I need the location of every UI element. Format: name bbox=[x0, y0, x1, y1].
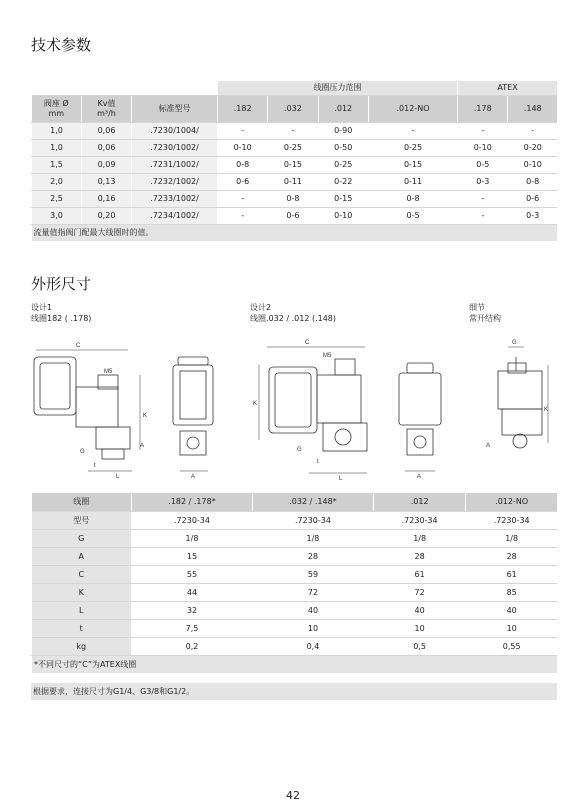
dim-cell: 0,5 bbox=[373, 637, 465, 655]
svg-text:G: G bbox=[297, 447, 302, 453]
svg-text:C: C bbox=[76, 343, 81, 349]
dim-cell: .7230-34 bbox=[466, 511, 557, 529]
dim-row-label: G bbox=[32, 529, 132, 547]
spec-cell: 0-3 bbox=[508, 207, 557, 224]
page-number: 42 bbox=[286, 789, 300, 802]
dim-header-012-no: .012-NO bbox=[466, 493, 557, 511]
spec-cell: 1,5 bbox=[32, 156, 82, 173]
dim-cell: 61 bbox=[373, 565, 465, 583]
svg-text:t: t bbox=[94, 463, 96, 469]
dim-cell: 10 bbox=[373, 619, 465, 637]
spec-cell: 0,20 bbox=[82, 207, 132, 224]
col-header-model: 标准型号 bbox=[132, 95, 218, 122]
spec-cell: 0-22 bbox=[318, 173, 368, 190]
dim-cell: 40 bbox=[252, 601, 373, 619]
svg-text:G: G bbox=[80, 449, 85, 455]
dimensions-table bbox=[31, 493, 557, 673]
dim-cell: .7230-34 bbox=[373, 511, 465, 529]
spec-cell: - bbox=[458, 122, 508, 139]
dim-header-coil: 线圈 bbox=[32, 493, 132, 511]
spec-row bbox=[32, 139, 558, 156]
drawing3-caption: 细节 常开结构 bbox=[469, 303, 501, 323]
spec-table bbox=[31, 81, 557, 241]
design2-drawing bbox=[247, 335, 447, 485]
spec-cell: 1,0 bbox=[32, 122, 82, 139]
specs-title: 技术参数 bbox=[31, 36, 92, 54]
dim-header-032: .032 / .148* bbox=[252, 493, 373, 511]
spec-cell: 0-11 bbox=[268, 173, 318, 190]
dim-row-label: A bbox=[32, 547, 132, 565]
svg-text:L: L bbox=[116, 474, 120, 480]
dim-cell: 28 bbox=[466, 547, 557, 565]
dim-cell: 1/8 bbox=[466, 529, 557, 547]
dim-cell: 10 bbox=[252, 619, 373, 637]
spec-cell: 0-25 bbox=[368, 139, 457, 156]
dim-cell: 10 bbox=[466, 619, 557, 637]
dim-cell: 55 bbox=[132, 565, 253, 583]
spec-header-row bbox=[32, 95, 558, 122]
spec-row bbox=[32, 156, 558, 173]
spec-cell: .7232/1002/ bbox=[132, 173, 218, 190]
spec-cell: 2,5 bbox=[32, 190, 82, 207]
svg-text:t: t bbox=[317, 459, 319, 465]
spec-cell: 0-6 bbox=[268, 207, 318, 224]
dim-row-label: t bbox=[32, 619, 132, 637]
dim-row bbox=[32, 529, 558, 547]
svg-text:A: A bbox=[140, 443, 145, 449]
col-header-012-no: .012-NO bbox=[368, 95, 457, 122]
drawing1-caption: 设计1 线圈182 ( .178) bbox=[31, 303, 92, 323]
spec-cell: 0-15 bbox=[368, 156, 457, 173]
dim-header-182: .182 / .178* bbox=[132, 493, 253, 511]
col-header-178: .178 bbox=[458, 95, 508, 122]
dim-row bbox=[32, 601, 558, 619]
spec-cell: - bbox=[458, 190, 508, 207]
dim-cell: 1/8 bbox=[252, 529, 373, 547]
svg-text:K: K bbox=[143, 413, 148, 419]
spec-cell: .7234/1002/ bbox=[132, 207, 218, 224]
drawing2-caption: 设计2 线圈.032 / .012 (.148) bbox=[250, 303, 337, 323]
svg-text:M5: M5 bbox=[104, 369, 113, 375]
dim-cell: 59 bbox=[252, 565, 373, 583]
spec-cell: 0,09 bbox=[82, 156, 132, 173]
spec-cell: 0,16 bbox=[82, 190, 132, 207]
dim-cell: .7230-34 bbox=[132, 511, 253, 529]
spec-cell: - bbox=[508, 122, 557, 139]
svg-text:L: L bbox=[339, 476, 343, 482]
connection-note: 根据要求，连接尺寸为G1/4、G3/8和G1/2。 bbox=[31, 683, 557, 700]
dim-row bbox=[32, 547, 558, 565]
dim-cell: 15 bbox=[132, 547, 253, 565]
dim-cell: 32 bbox=[132, 601, 253, 619]
dim-cell: 40 bbox=[466, 601, 557, 619]
spec-cell: .7230/1002/ bbox=[132, 139, 218, 156]
col-header-182: .182 bbox=[218, 95, 268, 122]
spec-cell: 0-8 bbox=[508, 173, 557, 190]
dim-cell: 1/8 bbox=[132, 529, 253, 547]
col-header-kv: Kv值 m³/h bbox=[82, 95, 132, 122]
svg-text:M5: M5 bbox=[323, 353, 332, 359]
spec-row bbox=[32, 173, 558, 190]
dim-row bbox=[32, 583, 558, 601]
spec-row bbox=[32, 190, 558, 207]
col-header-032: .032 bbox=[268, 95, 318, 122]
dim-cell: 85 bbox=[466, 583, 557, 601]
spec-cell: 0,06 bbox=[82, 139, 132, 156]
spec-cell: 2,0 bbox=[32, 173, 82, 190]
dim-cell: 61 bbox=[466, 565, 557, 583]
spec-cell: - bbox=[268, 122, 318, 139]
spec-cell: 0-15 bbox=[268, 156, 318, 173]
svg-text:C: C bbox=[305, 340, 310, 346]
spec-cell: - bbox=[368, 122, 457, 139]
spec-cell: - bbox=[218, 207, 268, 224]
dim-row bbox=[32, 565, 558, 583]
dimensions-title: 外形尺寸 bbox=[31, 275, 92, 293]
spec-cell: 1,0 bbox=[32, 139, 82, 156]
spec-cell: .7230/1004/ bbox=[132, 122, 218, 139]
spec-cell: 3,0 bbox=[32, 207, 82, 224]
spec-cell: 0-15 bbox=[318, 190, 368, 207]
spec-group-header-row bbox=[32, 81, 558, 95]
spec-cell: 0-10 bbox=[318, 207, 368, 224]
dim-cell: 0,4 bbox=[252, 637, 373, 655]
spec-cell: 0-50 bbox=[318, 139, 368, 156]
spec-cell: 0-3 bbox=[458, 173, 508, 190]
spec-cell: 0-10 bbox=[508, 156, 557, 173]
spec-row bbox=[32, 207, 558, 224]
spec-cell: - bbox=[458, 207, 508, 224]
dim-cell: 40 bbox=[373, 601, 465, 619]
dim-cell: 72 bbox=[252, 583, 373, 601]
dim-row-label: C bbox=[32, 565, 132, 583]
atex-group-header: ATEX bbox=[458, 81, 557, 95]
dim-row-label: L bbox=[32, 601, 132, 619]
dim-row bbox=[32, 511, 558, 529]
dim-row bbox=[32, 619, 558, 637]
dim-header-row bbox=[32, 493, 558, 511]
col-header-012: .012 bbox=[318, 95, 368, 122]
dim-cell: 72 bbox=[373, 583, 465, 601]
detail-no-drawing bbox=[462, 335, 562, 485]
spec-cell: .7231/1002/ bbox=[132, 156, 218, 173]
spec-cell: 0-8 bbox=[218, 156, 268, 173]
dim-cell: 1/8 bbox=[373, 529, 465, 547]
spec-cell: 0-8 bbox=[268, 190, 318, 207]
spec-cell: 0-90 bbox=[318, 122, 368, 139]
spec-cell: - bbox=[218, 122, 268, 139]
spec-cell: 0-25 bbox=[268, 139, 318, 156]
dim-header-012: .012 bbox=[373, 493, 465, 511]
dim-row bbox=[32, 637, 558, 655]
spec-cell: 0-10 bbox=[218, 139, 268, 156]
spec-cell: 0-20 bbox=[508, 139, 557, 156]
spec-cell: 0-11 bbox=[368, 173, 457, 190]
spec-cell: 0-5 bbox=[458, 156, 508, 173]
spec-cell: 0-6 bbox=[508, 190, 557, 207]
spec-cell: 0-10 bbox=[458, 139, 508, 156]
dim-row-label: kg bbox=[32, 637, 132, 655]
dim-cell: 44 bbox=[132, 583, 253, 601]
dim-cell: 0,55 bbox=[466, 637, 557, 655]
spec-cell: 0,06 bbox=[82, 122, 132, 139]
dim-footnote: *不同尺寸的“C”为ATEX线圈 bbox=[32, 655, 558, 673]
dim-cell: 28 bbox=[252, 547, 373, 565]
dim-cell: 28 bbox=[373, 547, 465, 565]
col-header-seat: 阀座 Ø mm bbox=[32, 95, 82, 122]
svg-text:A: A bbox=[191, 474, 196, 480]
spec-cell: 0-8 bbox=[368, 190, 457, 207]
dim-cell: 7,5 bbox=[132, 619, 253, 637]
svg-text:K: K bbox=[544, 407, 549, 413]
svg-text:K: K bbox=[253, 401, 258, 407]
spec-cell: 0,13 bbox=[82, 173, 132, 190]
dim-cell: 0,2 bbox=[132, 637, 253, 655]
svg-text:A: A bbox=[417, 474, 422, 480]
design1-drawing bbox=[28, 335, 240, 485]
svg-text:A: A bbox=[486, 443, 491, 449]
spec-cell: - bbox=[218, 190, 268, 207]
spec-row bbox=[32, 122, 558, 139]
spec-footnote: 流量值指阀门配最大线圈时的值。 bbox=[32, 224, 558, 241]
dim-row-label: K bbox=[32, 583, 132, 601]
svg-text:G: G bbox=[512, 340, 517, 346]
pressure-group-header: 线圈压力范围 bbox=[218, 81, 458, 95]
spec-cell: 0-25 bbox=[318, 156, 368, 173]
spec-cell: 0-5 bbox=[368, 207, 457, 224]
dim-cell: .7230-34 bbox=[252, 511, 373, 529]
spec-cell: .7233/1002/ bbox=[132, 190, 218, 207]
spec-cell: 0-6 bbox=[218, 173, 268, 190]
col-header-148: .148 bbox=[508, 95, 557, 122]
dim-row-label: 型号 bbox=[32, 511, 132, 529]
